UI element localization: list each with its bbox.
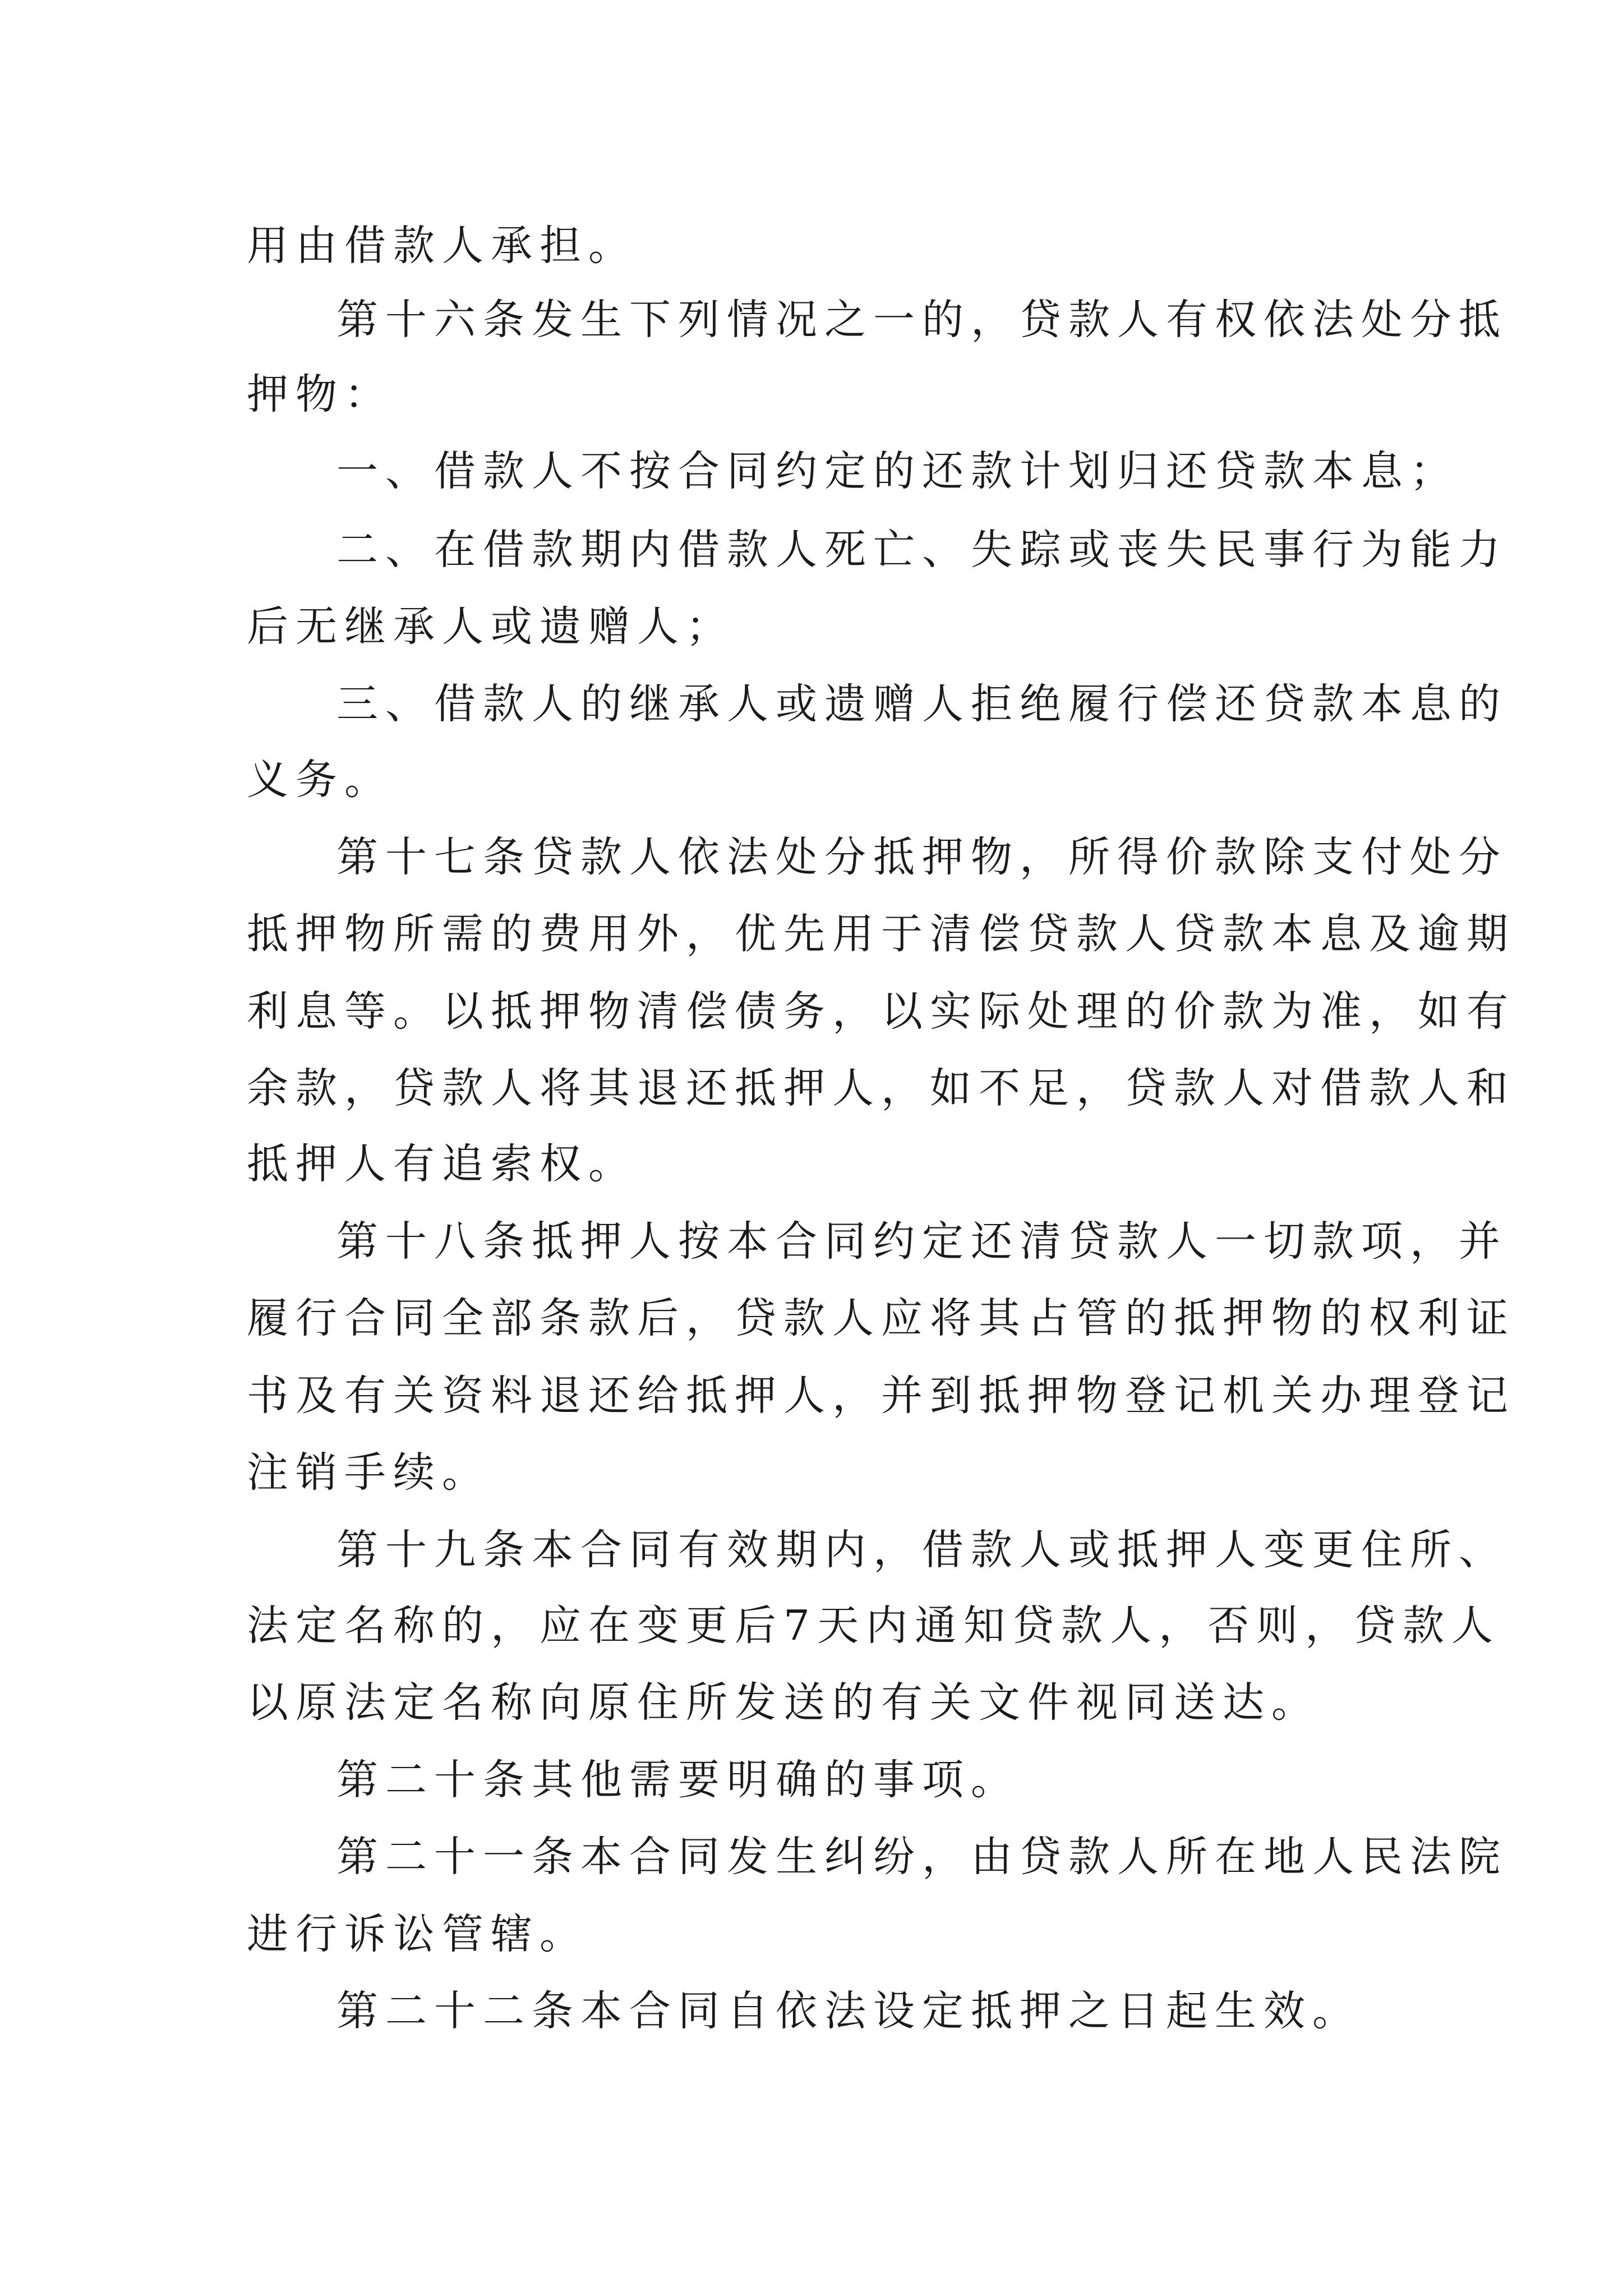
article-16-heading: 第十六条发生下列情况之一的，贷款人有权依法处分抵 [336, 296, 1507, 344]
article-20-heading: 第二十条其他需要明确的事项。 [336, 1756, 1020, 1804]
list-item: 三、借款人的继承人或遗赠人拒绝履行偿还贷款本息的 [336, 680, 1507, 728]
article-18-heading: 第十八条抵押人按本合同约定还清贷款人一切款项，并 [336, 1217, 1507, 1266]
text-line: 书及有关资料退还给抵押人，并到抵押物登记机关办理登记 [247, 1372, 1515, 1420]
text-line: 余款，贷款人将其退还抵押人，如不足，贷款人对借款人和 [247, 1064, 1515, 1112]
list-item: 二、在借款期内借款人死亡、失踪或丧失民事行为能力 [336, 526, 1507, 574]
text-line: 用由借款人承担。 [247, 222, 637, 270]
text-line: 押物： [247, 370, 393, 418]
article-21-heading: 第二十一条本合同发生纠纷，由贷款人所在地人民法院 [336, 1833, 1507, 1881]
text-line: 抵押物所需的费用外，优先用于清偿贷款人贷款本息及逾期 [247, 910, 1515, 958]
text-line: 义务。 [247, 756, 393, 804]
article-22-heading: 第二十二条本合同自依法设定抵押之日起生效。 [336, 1987, 1361, 2035]
text-line: 利息等。以抵押物清偿债务，以实际处理的价款为准，如有 [247, 987, 1515, 1036]
text-line: 以原法定名称向原住所发送的有关文件视同送达。 [247, 1678, 1320, 1727]
text-line: 注销手续。 [247, 1448, 491, 1497]
list-item: 一、借款人不按合同约定的还款计划归还贷款本息； [336, 447, 1459, 495]
text-line: 法定名称的，应在变更后7天内通知贷款人，否则，贷款人 [247, 1602, 1501, 1650]
text-line: 进行诉讼管辖。 [247, 1910, 588, 1958]
article-19-heading: 第十九条本合同有效期内，借款人或抵押人变更住所、 [336, 1526, 1507, 1574]
text-line: 抵押人有追索权。 [247, 1140, 637, 1188]
article-17-heading: 第十七条贷款人依法处分抵押物，所得价款除支付处分 [336, 833, 1507, 881]
text-line: 履行合同全部条款后，贷款人应将其占管的抵押物的权利证 [247, 1294, 1515, 1342]
text-line: 后无继承人或遗赠人； [247, 602, 735, 651]
